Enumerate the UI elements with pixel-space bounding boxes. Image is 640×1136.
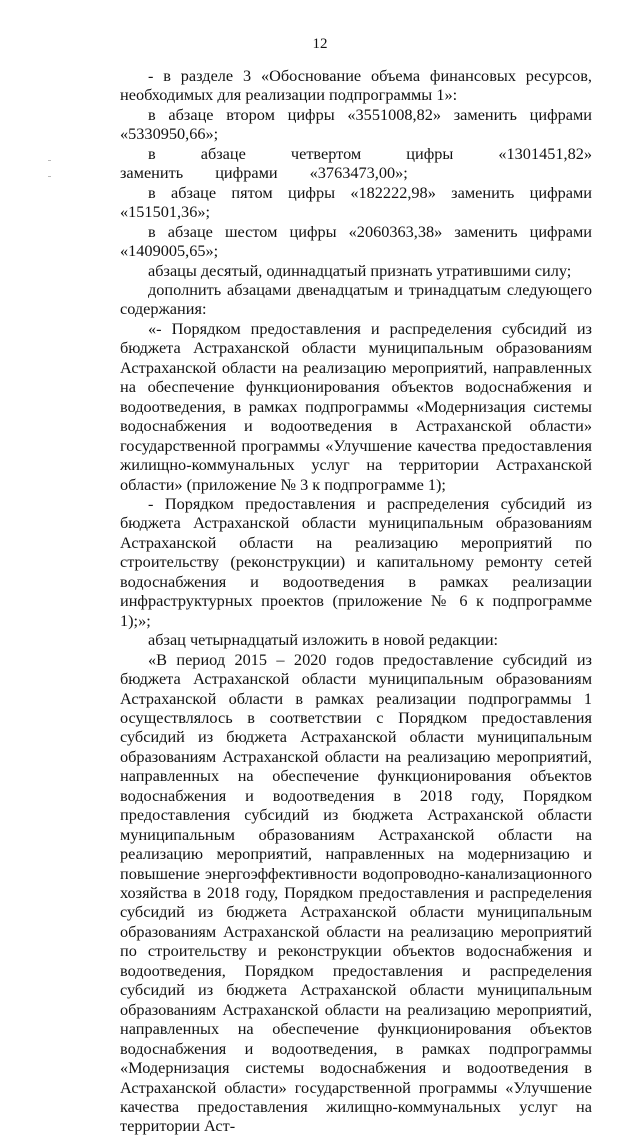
paragraph-abzats-6: в абзаце шестом цифры «2060363,38» заменить цифрами «1409005,65»; [120,221,592,261]
margin-mark [48,160,51,161]
paragraph-quote-order-1: «- Порядком предоставления и распределения субсидий из бюджета Астраханской области муниципальным образованиям Астраханской области на реализацию мероприятий, направленных на обеспечение функционирования объектов водоснабжения и водоотведения, в рамках подпрограммы «Модернизация системы водоснабжения и водоотведения в Астраханской области» государственной программы «Улучшение качества предоставления жилищно-коммунальных услуг на территории Астраханской области» (приложение № 3 к подпрограмме 1); [120,318,592,494]
document-body [120,66,592,1136]
paragraph-section-3: - в разделе 3 «Обоснование объема финансовых ресурсов, необходимых для реализации подпрограммы 1»: [120,66,592,105]
page-number: 12 [312,36,328,52]
paragraph-abzats-4: в абзаце четвертом цифры «1301451,82» заменить цифрами «3763473,00»; [120,143,592,183]
paragraph-abzats-10-11: абзацы десятый, одиннадцатый признать утратившими силу; [148,260,572,280]
paragraph-abzats-14: абзац четырнадцатый изложить в новой редакции: [148,630,499,650]
margin-mark [48,176,51,177]
paragraph-add-12-13: дополнить абзацами двенадцатым и тринадцатым следующего содержания: [120,279,592,319]
paragraph-new-abzats-14: «В период 2015 – 2020 годов предоставление субсидий из бюджета Астраханской области муниципальным образованиям Астраханской области в рамках реализации подпрограммы 1 осуществлялось в соответствии с Порядком предоставления субсидий из бюджета Астраханской области муниципальным образованиям Астраханской области на реализацию мероприятий, направленных на обеспечение функционирования объектов водоснабжения и водоотведения в 2018 году, Порядком предоставления субсидий из бюджета Астраханской области муниципальным образованиям Астраханской области на реализацию мероприятий, направленных на модернизацию и повышение энергоэффективности водопроводно-канализационного хозяйства в 2018 году, Порядком предоставления и распределения субсидий из бюджета Астраханской области муниципальным образованиям Астраханской области на реализацию мероприятий по строительству и реконструкции объектов водоснабжения и водоотведения, Порядком предоставления и распределения субсидий из бюджета Астраханской области муниципальным образованиям Астраханской области на реализацию мероприятий, направленных на обеспечение функционирования объектов водоснабжения и водоотведения, в рамках подпрограммы «Модернизация системы водоснабжения и водоотведения в Астраханской области» государственной программы «Улучшение качества предоставления жилищно-коммунальных услуг на территории Аст- [120,649,592,1136]
paragraph-abzats-5: в абзаце пятом цифры «182222,98» заменить цифрами «151501,36»; [120,182,592,222]
paragraph-quote-order-2: - Порядком предоставления и распределения субсидий из бюджета Астраханской области муниципальным образованиям Астраханской области на реализацию мероприятий по строительству (реконструкции) и капитальному ремонту сетей водоснабжения и водоотведения в рамках реализации инфраструктурных проектов (приложение № 6 к подпрограмме 1);»; [120,493,592,630]
paragraph-abzats-2: в абзаце втором цифры «3551008,82» заменить цифрами «5330950,66»; [120,104,592,144]
